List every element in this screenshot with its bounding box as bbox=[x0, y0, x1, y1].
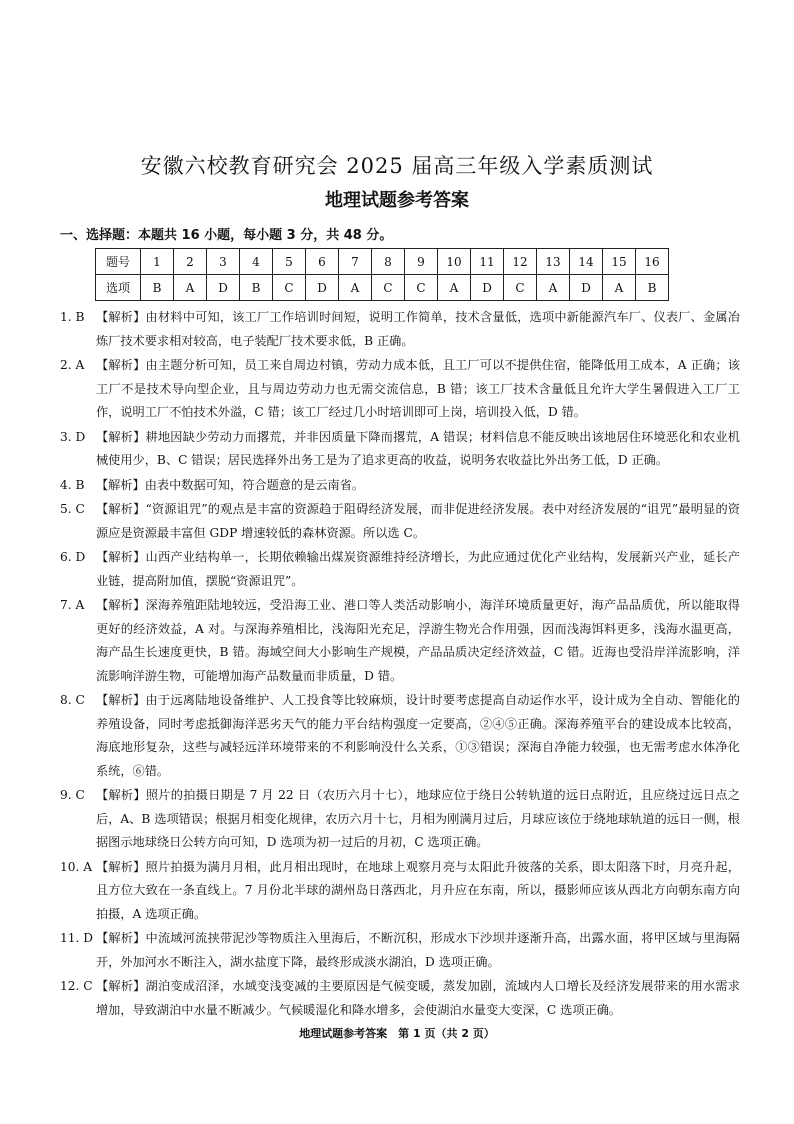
explanation-item bbox=[60, 784, 740, 855]
explanation-item bbox=[60, 856, 740, 927]
table-header-cell: 题号 bbox=[96, 249, 141, 275]
answer-choice-cell: C bbox=[405, 275, 438, 301]
item-explanation-text: 【解析】中流域河流挟带泥沙等物质注入里海后，不断沉积，形成水下沙坝并逐渐升高，出露水面，将甲区域与里海隔开，外加河水不断注入，湖水盐度下降，最终形成淡水湖泊，D 选项正确。 bbox=[96, 931, 740, 969]
question-number-cell: 9 bbox=[405, 249, 438, 275]
item-number: 7. A bbox=[60, 598, 85, 612]
explanation-item bbox=[60, 594, 740, 688]
explanation-item bbox=[60, 306, 740, 353]
item-explanation-text: 【解析】耕地因缺少劳动力而撂荒，并非因质量下降而撂荒，A 错误；材料信息不能反映出该地居住环境恶化和农业机械使用少，B、C 错误；居民选择外出务工是为了追求更高的收益，说明务农收益比外出务工低，D 正确。 bbox=[96, 429, 740, 467]
question-number-cell: 11 bbox=[471, 249, 504, 275]
item-number: 9. C bbox=[60, 788, 85, 802]
question-number-cell: 10 bbox=[438, 249, 471, 275]
item-explanation-text: 【解析】山西产业结构单一，长期依赖输出煤炭资源维持经济增长，为此应通过优化产业结构，发展新兴产业，延长产业链，提高附加值，摆脱“资源诅咒”。 bbox=[96, 550, 740, 588]
question-number-cell: 3 bbox=[207, 249, 240, 275]
item-explanation-text: 【解析】照片拍摄为满月月相，此月相出现时，在地球上观察月亮与太阳此升彼落的关系，即太阳落下时，月亮升起，且方位大致在一条直线上。7 月份北半球的湖州岛日落西北，月升应在东南，所以，摄影师应该从西北方向朝东南方向拍摄，A 选项正确。 bbox=[96, 859, 740, 921]
item-number: 5. C bbox=[60, 502, 85, 516]
item-number: 6. D bbox=[60, 550, 86, 564]
answer-choice-cell: A bbox=[603, 275, 636, 301]
question-number-cell: 7 bbox=[339, 249, 372, 275]
explanation-item bbox=[60, 498, 740, 545]
explanation-item bbox=[60, 927, 740, 974]
page-footer: 地理试题参考答案 第 1 页（共 2 页） bbox=[299, 1027, 495, 1040]
item-explanation-text: 【解析】由材料中可知，该工厂工作培训时间短，说明工作简单，技术含量低，选项中新能源汽车厂、仪表厂、金属冶炼厂技术要求相对较高，电子装配厂技术要求低，B 正确。 bbox=[96, 310, 740, 348]
answer-choice-cell: D bbox=[207, 275, 240, 301]
item-number: 1. B bbox=[60, 310, 85, 324]
answer-choice-cell: D bbox=[570, 275, 603, 301]
question-number-cell: 1 bbox=[141, 249, 174, 275]
answer-table-choice-row bbox=[96, 275, 669, 301]
explanation-item bbox=[60, 546, 740, 593]
table-header-cell: 选项 bbox=[96, 275, 141, 301]
question-number-cell: 12 bbox=[504, 249, 537, 275]
answer-choice-cell: C bbox=[273, 275, 306, 301]
answer-choice-cell: A bbox=[174, 275, 207, 301]
item-explanation-text: 【解析】由表中数据可知，符合题意的是云南省。 bbox=[96, 477, 365, 492]
item-explanation-text: 【解析】照片的拍摄日期是 7 月 22 日（农历六月十七），地球应位于绕日公转轨道的远日点附近，且应绕过远日点之后，A、B 选项错误；根据月相变化规律，农历六月十七，月相为刚满月过后，月球应该位于绕地球轨道的远日一侧，根据图示地球绕日公转方向可知，D 选项为初一过后的月初，C 选项正确。 bbox=[96, 788, 740, 849]
answer-choice-cell: A bbox=[438, 275, 471, 301]
question-number-cell: 14 bbox=[570, 249, 603, 275]
item-explanation-text: 【解析】由于远离陆地设备维护、人工投食等比较麻烦，设计时要考虑提高自动运作水平，设计成为全自动、智能化的养殖设备，同时考虑抵御海洋恶劣天气的能力平台结构强度一定要高，②④⑤正确。深海养殖平台的建设成本比较高，海底地形复杂，这些与减轻远洋环境带来的不利影响没什么关系，①③错误；深海自净能力较强，也无需考虑水体净化系统，⑥错。 bbox=[96, 693, 740, 778]
explanation-item bbox=[60, 689, 740, 783]
item-number: 12. C bbox=[60, 979, 93, 993]
item-number: 10. A bbox=[60, 859, 93, 874]
question-number-cell: 16 bbox=[636, 249, 669, 275]
exam-title: 安徽六校教育研究会 2025 届高三年级入学素质测试 bbox=[140, 154, 654, 178]
answer-choice-cell: D bbox=[471, 275, 504, 301]
answer-subtitle: 地理试题参考答案 bbox=[325, 190, 469, 211]
answer-table bbox=[95, 248, 669, 301]
item-explanation-text: 【解析】湖泊变成沼泽，水域变浅变减的主要原因是气候变暖，蒸发加剧，流域内人口增长及经济发展带来的用水需求增加，导致湖泊中水量不断减少。气候暖湿化和降水增多，会使湖泊水量变大变深，C 选项正确。 bbox=[96, 979, 740, 1017]
question-number-cell: 2 bbox=[174, 249, 207, 275]
answer-choice-cell: C bbox=[372, 275, 405, 301]
question-number-cell: 6 bbox=[306, 249, 339, 275]
explanation-item bbox=[60, 975, 740, 1022]
explanation-item bbox=[60, 474, 740, 498]
explanation-item bbox=[60, 354, 740, 425]
explanation-list bbox=[60, 306, 740, 1023]
item-number: 4. B bbox=[60, 477, 85, 492]
answer-table-number-row bbox=[96, 249, 669, 275]
item-explanation-text: 【解析】由主题分析可知，员工来自周边村镇，劳动力成本低，且工厂可以不提供住宿，能降低用工成本，A 正确；该工厂不是技术导向型企业，且与周边劳动力也无需交流信息，B 错；该工厂技术含量低且允许大学生暑假进入工厂工作，说明工厂不怕技术外溢，C 错；该工厂经过几小时培训即可上岗，培训投入低，D 错。 bbox=[96, 358, 740, 419]
explanation-item bbox=[60, 426, 740, 473]
answer-choice-cell: B bbox=[636, 275, 669, 301]
item-number: 3. D bbox=[60, 429, 86, 444]
question-number-cell: 4 bbox=[240, 249, 273, 275]
answer-choice-cell: A bbox=[339, 275, 372, 301]
question-number-cell: 8 bbox=[372, 249, 405, 275]
item-number: 8. C bbox=[60, 693, 85, 707]
answer-choice-cell: D bbox=[306, 275, 339, 301]
item-number: 11. D bbox=[60, 931, 94, 945]
answer-choice-cell: B bbox=[240, 275, 273, 301]
question-number-cell: 15 bbox=[603, 249, 636, 275]
question-number-cell: 5 bbox=[273, 249, 306, 275]
section-heading: 一、选择题：本题共 16 小题，每小题 3 分，共 48 分。 bbox=[60, 228, 393, 243]
item-explanation-text: 【解析】“资源诅咒”的观点是丰富的资源趋于阻碍经济发展，而非促进经济发展。表中对经济发展的“诅咒”最明显的资源应是资源最丰富但 GDP 增速较低的森林资源。所以选 C。 bbox=[96, 502, 740, 540]
question-number-cell: 13 bbox=[537, 249, 570, 275]
answer-choice-cell: C bbox=[504, 275, 537, 301]
item-explanation-text: 【解析】深海养殖距陆地较远，受沿海工业、港口等人类活动影响小，海洋环境质量更好，海产品品质优，所以能取得更好的经济效益，A 对。与深海养殖相比，浅海阳光充足，浮游生物光合作用强，因而浅海饵料更多，浅海水温更高，海产品生长速度更快，B 错。海域空间大小影响生产规模，产品品质决定经济效益，C 错。近海也受沿岸洋流影响，洋流影响洋游生物，可能增加海产品数量而非质量，D 错。 bbox=[96, 598, 740, 683]
item-number: 2. A bbox=[60, 358, 85, 372]
answer-choice-cell: A bbox=[537, 275, 570, 301]
answer-choice-cell: B bbox=[141, 275, 174, 301]
